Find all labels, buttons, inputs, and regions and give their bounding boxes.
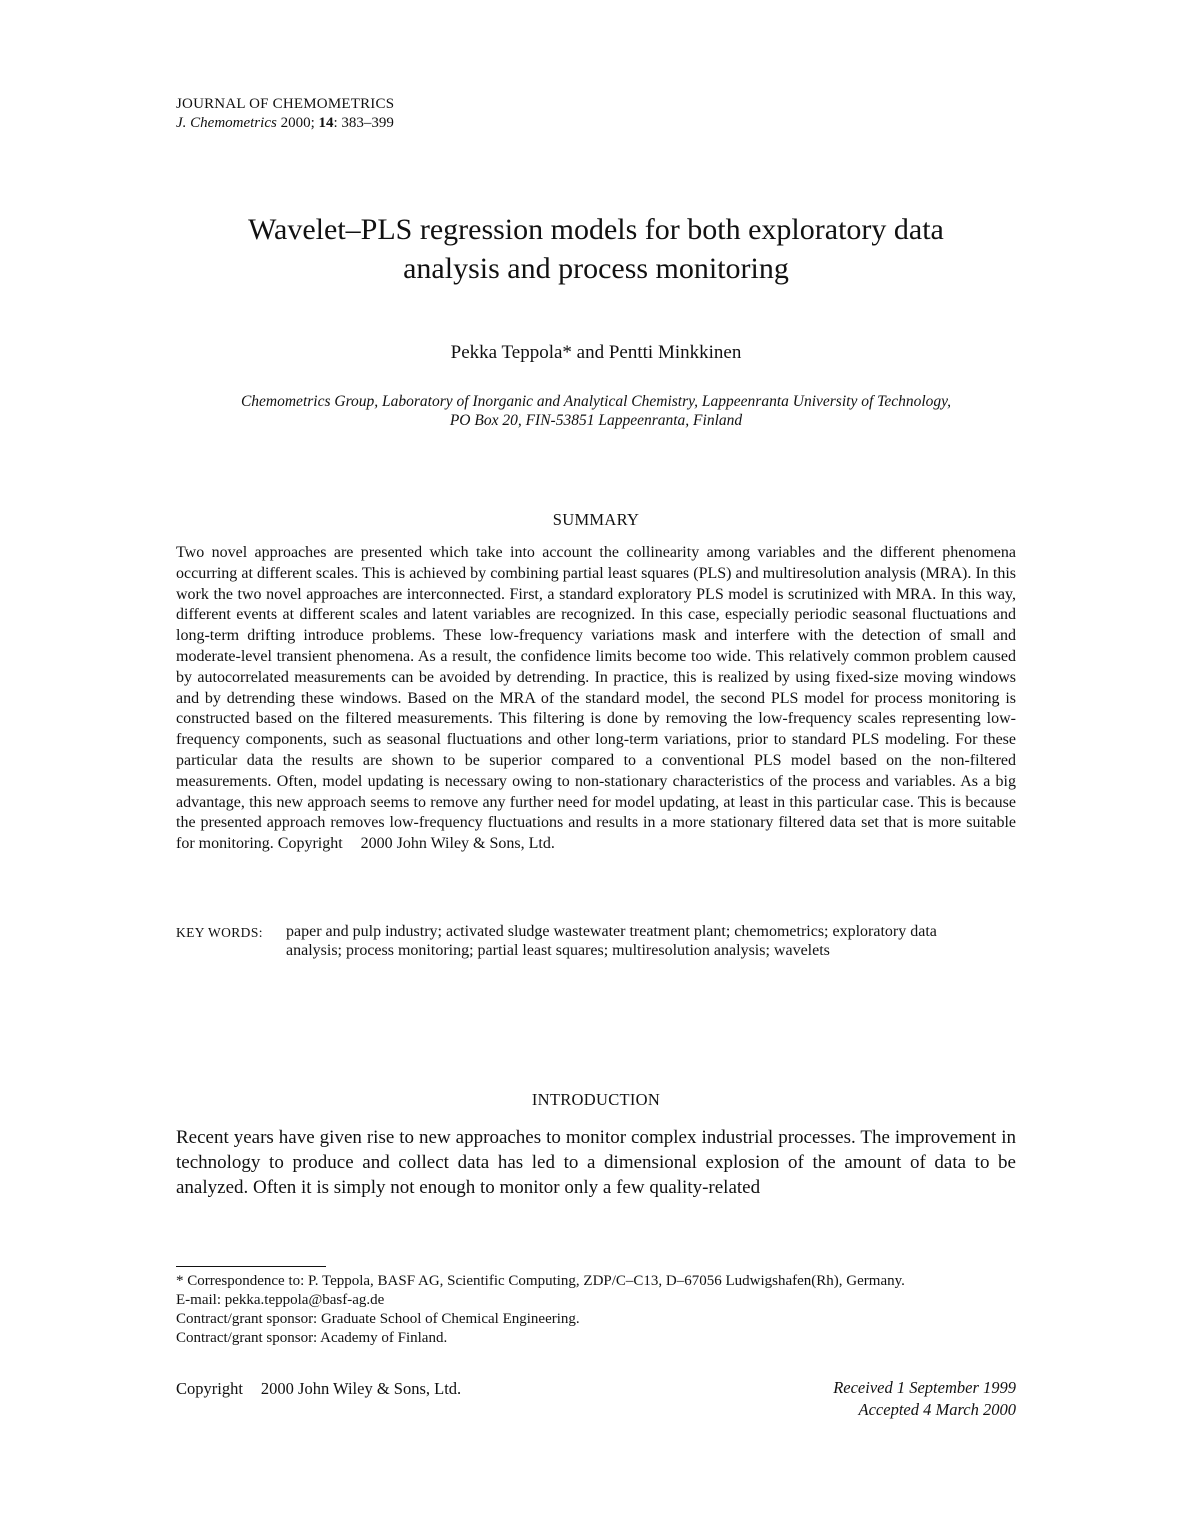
summary-heading: SUMMARY <box>552 510 640 529</box>
footnote-correspondence: * Correspondence to: P. Teppola, BASF AG, Scientific Computing, ZDP/C–C13, D–67056 Ludwigshafen(Rh), Germany. <box>176 1273 905 1289</box>
footnote-sponsor-1: Contract/grant sponsor: Graduate School of Chemical Engineering. <box>176 1311 580 1327</box>
title-line-2: analysis and process monitoring <box>403 252 789 285</box>
introduction-heading: INTRODUCTION <box>531 1090 661 1109</box>
keywords-label: KEY WORDS: <box>176 925 263 940</box>
keywords-text: paper and pulp industry; activated sludge wastewater treatment plant; chemometrics; exploratory data analysis; process monitoring; partial least squares; multiresolution analysis; wavelets <box>286 923 937 959</box>
journal-citation <box>176 114 394 133</box>
article-authors: Pekka Teppola* and Pentti Minkkinen <box>450 342 742 363</box>
citation-year: 2000; <box>276 115 319 131</box>
summary-copyright: 2000 John Wiley & Sons, Ltd. <box>360 835 555 853</box>
footnotes <box>176 1272 1036 1348</box>
copyright-text: 2000 John Wiley & Sons, Ltd. <box>260 1379 462 1398</box>
accepted-date: Accepted 4 March 2000 <box>858 1400 1016 1419</box>
citation-volume: 14 <box>318 115 334 131</box>
citation-journal: J. Chemometrics <box>176 115 277 131</box>
footnote-email: E-mail: pekka.teppola@basf-ag.de <box>176 1292 385 1308</box>
received-date: Received 1 September 1999 <box>833 1378 1016 1397</box>
title-line-1: Wavelet–PLS regression models for both exploratory data <box>248 213 944 246</box>
footnote-divider <box>176 1266 326 1267</box>
introduction-body: Recent years have given rise to new approaches to monitor complex industrial processes. The improvement in technology to produce and collect data has led to a dimensional explosion of the amount of data to be analyzed. Often it is simply not enough to monitor only a few quality-related <box>176 1127 1016 1198</box>
copyright-label: Copyright <box>176 1379 243 1398</box>
summary-abstract <box>176 543 1016 855</box>
affiliation-line-1: Chemometrics Group, Laboratory of Inorganic and Analytical Chemistry, Lappeenranta University of Technology, <box>240 393 952 410</box>
footnote-sponsor-2: Contract/grant sponsor: Academy of Finland. <box>176 1330 448 1346</box>
summary-body: Two novel approaches are presented which take into account the collinearity among variables and the different phenomena occurring at different scales. This is achieved by combining partial least squares (PLS) and multiresolution analysis (MRA). In this work the two novel approaches are interconnected. First, a standard exploratory PLS model is scrutinized with MRA. In this way, different events at different scales and latent variables are recognized. In this case, especially periodic seasonal fluctuations and long-term drifting introduce problems. These low-frequency variations mask and interfere with the detection of small and moderate-level transient phenomena. As a result, the confidence limits become too wide. This relatively common problem caused by autocorrelated measurements can be avoided by detrending. In practice, this is realized by using fixed-size moving windows and by detrending these windows. Based on the MRA of the standard model, the second PLS model for process monitoring is constructed based on the filtered measurements. This filtering is done by removing the low-frequency scales representing low-frequency components, such as seasonal fluctuations and other long-term variations, prior to standard PLS modeling. For these particular data the results are shown to be superior compared to a conventional PLS model based on the non-filtered measurements. Often, model updating is necessary owing to non-stationary characteristics of the process and variables. As a big advantage, this new approach seems to remove any further need for model updating, at least in this particular case. This is because the presented approach removes low-frequency fluctuations and results in a more stationary filtered data set that is more suitable for monitoring. Copyright <box>176 544 1016 853</box>
citation-pages: : 383–399 <box>333 115 394 131</box>
journal-name: JOURNAL OF CHEMOMETRICS <box>176 96 395 112</box>
affiliation-line-2: PO Box 20, FIN-53851 Lappeenranta, Finland <box>449 412 743 429</box>
keywords-block <box>176 922 1016 960</box>
copyright-footer <box>176 1379 461 1399</box>
article-dates <box>700 1377 1016 1421</box>
article-title <box>176 210 1016 288</box>
journal-header <box>176 95 394 133</box>
article-affiliation <box>150 392 1042 430</box>
